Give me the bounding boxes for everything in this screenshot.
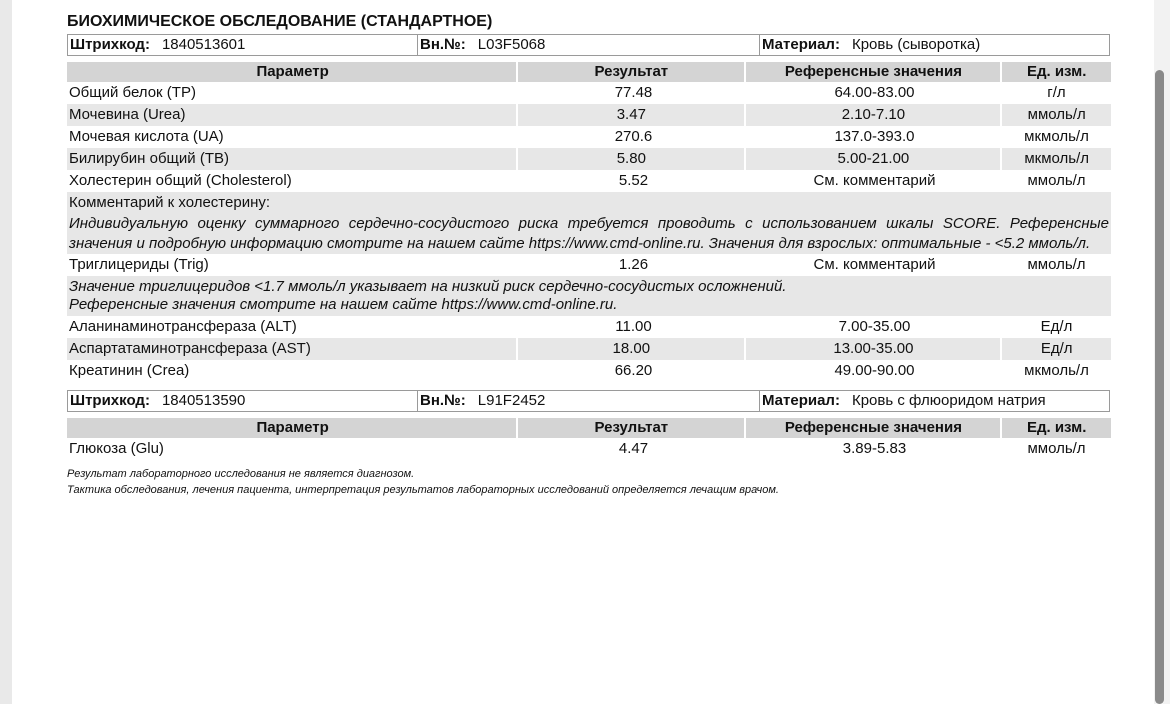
- param-cell: Аспартатаминотрансфераза (AST): [67, 338, 518, 360]
- table-row: [67, 170, 1111, 192]
- unit-cell: ммоль/л: [1027, 256, 1086, 273]
- barcode-value: 1840513590: [161, 392, 246, 409]
- table-row: [67, 338, 1111, 360]
- col-param-header: Параметр: [67, 62, 518, 82]
- col-unit-header: Ед. изм.: [1026, 63, 1087, 80]
- disclaimer-line: Тактика обследования, лечения пациента, интерпретация результатов лабораторных исследований определяется лечащим врачом.: [67, 484, 779, 496]
- param-cell: Общий белок (TP): [69, 84, 196, 101]
- result-cell: 4.47: [618, 440, 649, 457]
- internal-no-label: Вн.№:: [420, 36, 466, 53]
- result-cell: 11.00: [615, 318, 652, 335]
- ref-cell: 5.00-21.00: [746, 148, 1002, 170]
- scrollbar-thumb[interactable]: [1155, 70, 1164, 704]
- ref-cell: 64.00-83.00: [834, 84, 915, 101]
- table-row: [67, 82, 1111, 104]
- table-row: [67, 360, 1111, 382]
- material-label: Материал:: [762, 36, 840, 53]
- triglyceride-comment-text: [69, 276, 1109, 316]
- unit-cell: г/л: [1047, 84, 1066, 101]
- sample-info-2: [67, 390, 1111, 412]
- result-cell: 3.47: [518, 104, 746, 126]
- result-cell: 66.20: [614, 362, 653, 379]
- ref-cell: См. комментарий: [813, 256, 936, 273]
- internal-no-field: [417, 34, 760, 56]
- result-cell: 18.00: [518, 338, 746, 360]
- ref-cell: 13.00-35.00: [746, 338, 1002, 360]
- result-cell: 5.52: [618, 172, 649, 189]
- table-row: [67, 148, 1111, 170]
- table-row: [67, 126, 1111, 148]
- barcode-label: Штрихкод:: [70, 36, 150, 53]
- cholesterol-comment-text: Индивидуальную оценку суммарного сердечно-сосудистого риска требуется проводить с использованием шкалы SCORE. Референсные значения и подробную информацию смотрите на нашем сайте https://www.cmd-online.ru. Значения для взрослых: оптимальные - <5.2 ммоль/л.: [69, 215, 1109, 252]
- unit-cell: Ед/л: [1040, 318, 1073, 335]
- barcode-field: [67, 390, 418, 412]
- barcode-value: 1840513601: [161, 36, 246, 53]
- material-field: [759, 390, 1110, 412]
- ref-cell: 137.0-393.0: [834, 128, 915, 145]
- table-header: [67, 418, 1111, 438]
- param-cell: Аланинаминотрансфераза (ALT): [69, 318, 297, 335]
- ref-cell: 2.10-7.10: [746, 104, 1002, 126]
- col-result-header: Результат: [518, 418, 746, 438]
- sample-info-1: [67, 34, 1111, 56]
- internal-no-label: Вн.№:: [420, 392, 466, 409]
- material-value: Кровь с флюоридом натрия: [851, 392, 1046, 409]
- result-cell: 77.48: [614, 84, 653, 101]
- table-row: [67, 438, 1111, 460]
- internal-no-field: [417, 390, 760, 412]
- col-param-header: Параметр: [67, 418, 518, 438]
- triglyceride-comment-line: Значение триглицеридов <1.7 ммоль/л указывает на низкий риск сердечно-сосудистых осложнений.: [69, 278, 787, 295]
- table-row: [67, 254, 1111, 276]
- unit-cell: мкмоль/л: [1024, 128, 1089, 145]
- param-cell: Креатинин (Crea): [69, 362, 190, 379]
- result-cell: 270.6: [614, 128, 653, 145]
- unit-cell: мкмоль/л: [1024, 150, 1090, 167]
- cholesterol-comment-label: Комментарий к холестерину:: [69, 194, 271, 211]
- param-cell: Билирубин общий (TB): [67, 148, 518, 170]
- result-cell: 1.26: [618, 256, 649, 273]
- unit-cell: ммоль/л: [1027, 172, 1086, 189]
- ref-cell: 49.00-90.00: [834, 362, 915, 379]
- table-header: [67, 62, 1111, 82]
- disclaimer: [67, 466, 1111, 498]
- param-cell: Глюкоза (Glu): [69, 440, 164, 457]
- unit-cell: Ед/л: [1040, 340, 1073, 357]
- col-ref-header: Референсные значения: [746, 62, 1002, 82]
- table-row: [67, 316, 1111, 338]
- table-row: [67, 104, 1111, 126]
- result-cell: 5.80: [518, 148, 746, 170]
- ref-cell: См. комментарий: [813, 172, 936, 189]
- param-cell: Холестерин общий (Cholesterol): [69, 172, 292, 189]
- report-content: [67, 10, 1111, 498]
- material-value: Кровь (сыворотка): [851, 36, 981, 53]
- material-label: Материал:: [762, 392, 840, 409]
- param-cell: Мочевина (Urea): [67, 104, 518, 126]
- material-field: [759, 34, 1110, 56]
- barcode-label: Штрихкод:: [70, 392, 150, 409]
- barcode-field: [67, 34, 418, 56]
- ref-cell: 7.00-35.00: [838, 318, 911, 335]
- triglyceride-comment: [67, 276, 1111, 316]
- internal-no-value: L91F2452: [477, 392, 546, 409]
- ref-cell: 3.89-5.83: [842, 440, 907, 457]
- col-unit-header: Ед. изм.: [1026, 419, 1087, 436]
- unit-cell: ммоль/л: [1027, 106, 1086, 123]
- col-result-header: Результат: [518, 62, 746, 82]
- param-cell: Мочевая кислота (UA): [69, 128, 224, 145]
- unit-cell: мкмоль/л: [1024, 362, 1089, 379]
- unit-cell: ммоль/л: [1027, 440, 1086, 457]
- triglyceride-comment-line: Референсные значения смотрите на нашем сайте https://www.cmd-online.ru.: [69, 296, 618, 313]
- param-cell: Триглицериды (Trig): [69, 256, 209, 273]
- cholesterol-comment: [67, 192, 1111, 254]
- disclaimer-line: Результат лабораторного исследования не является диагнозом.: [67, 468, 415, 480]
- internal-no-value: L03F5068: [477, 36, 546, 53]
- report-title: БИОХИМИЧЕСКОЕ ОБСЛЕДОВАНИЕ (СТАНДАРТНОЕ): [67, 13, 493, 30]
- col-ref-header: Референсные значения: [746, 418, 1002, 438]
